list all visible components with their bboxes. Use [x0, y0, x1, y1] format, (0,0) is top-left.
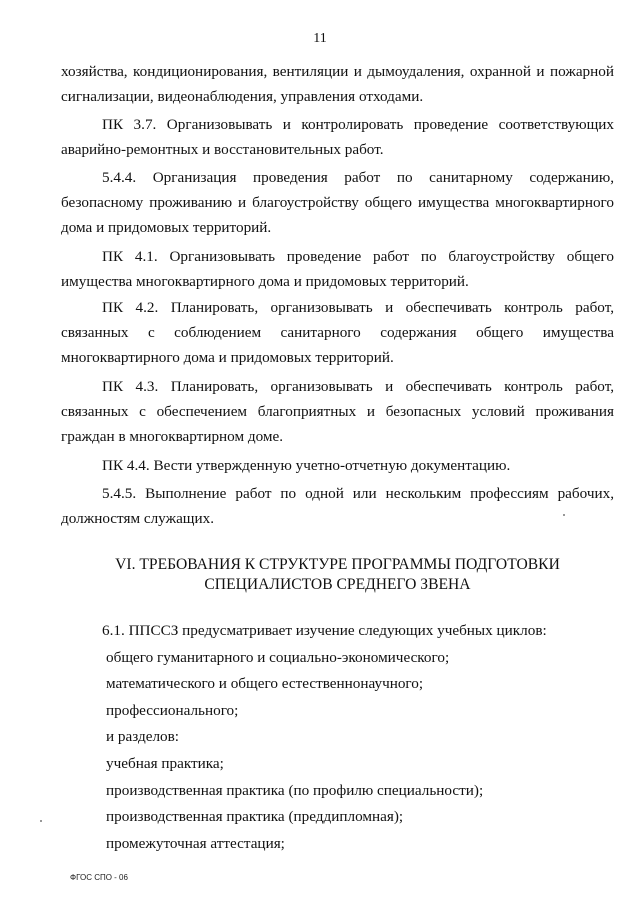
paragraph-continuation [61, 60, 614, 110]
section-heading-line-1: VI. ТРЕБОВАНИЯ К СТРУКТУРЕ ПРОГРАММЫ ПОДГОТОВКИ [115, 556, 560, 573]
paragraph-text: ПК 3.7. Организовывать и контролировать проведение соответствующих аварийно-ремонтных и восстановительных работ. [61, 116, 614, 158]
section-heading-line-2: СПЕЦИАЛИСТОВ СРЕДНЕГО ЗВЕНА [204, 576, 471, 593]
list-item: и разделов: [106, 728, 180, 746]
scan-speck [563, 514, 565, 516]
paragraph-5-4-4 [61, 166, 614, 240]
scan-speck [40, 820, 42, 822]
paragraph-text: ПК 4.2. Планировать, организовывать и обеспечивать контроль работ, связанных с соблюдением санитарного содержания общего имущества многоквартирного дома и придомовых территорий. [61, 299, 614, 366]
list-intro: 6.1. ППССЗ предусматривает изучение следующих учебных циклов: [102, 622, 547, 639]
list-item: профессионального; [106, 701, 239, 719]
paragraph-text: ПК 4.4. Вести утвержденную учетно-отчетную документацию. [102, 457, 511, 474]
paragraph-5-4-5 [61, 482, 614, 532]
curriculum-list [61, 618, 614, 857]
paragraph-text: 5.4.5. Выполнение работ по одной или нескольким профессиям рабочих, должностям служащих. [61, 485, 614, 527]
page-number: 11 [313, 31, 327, 46]
paragraph-pk-3-7 [61, 113, 614, 163]
paragraph-text: 5.4.4. Организация проведения работ по санитарному содержанию, безопасному проживанию и благоустройству общего имущества многоквартирного дома и придомовых территорий. [61, 169, 614, 236]
list-item: производственная практика (по профилю специальности); [106, 781, 484, 799]
paragraph-text: ПК 4.1. Организовывать проведение работ по благоустройству общего имущества многоквартирного дома и придомовых территорий. [61, 248, 614, 290]
footer-label: ФГОС СПО - 06 [70, 873, 128, 882]
list-item: промежуточная аттестация; [106, 834, 285, 852]
list-item: математического и общего естественнонаучного; [106, 675, 424, 693]
paragraph-text: ПК 4.3. Планировать, организовывать и обеспечивать контроль работ, связанных с обеспечением благоприятных и безопасных условий проживания граждан в многоквартирном доме. [61, 378, 614, 445]
paragraph-pk-4-3 [61, 375, 614, 449]
paragraph-pk-4-1 [61, 245, 614, 295]
paragraph-pk-4-2 [61, 296, 614, 370]
paragraph-text: хозяйства, кондиционирования, вентиляции и дымоудаления, охранной и пожарной сигнализации, видеонаблюдения, управления отходами. [61, 63, 614, 105]
list-item: производственная практика (преддипломная); [106, 808, 404, 826]
list-item: учебная практика; [106, 754, 224, 772]
list-item: общего гуманитарного и социально-экономического; [106, 648, 450, 666]
section-heading [61, 555, 614, 595]
paragraph-pk-4-4 [61, 454, 614, 479]
